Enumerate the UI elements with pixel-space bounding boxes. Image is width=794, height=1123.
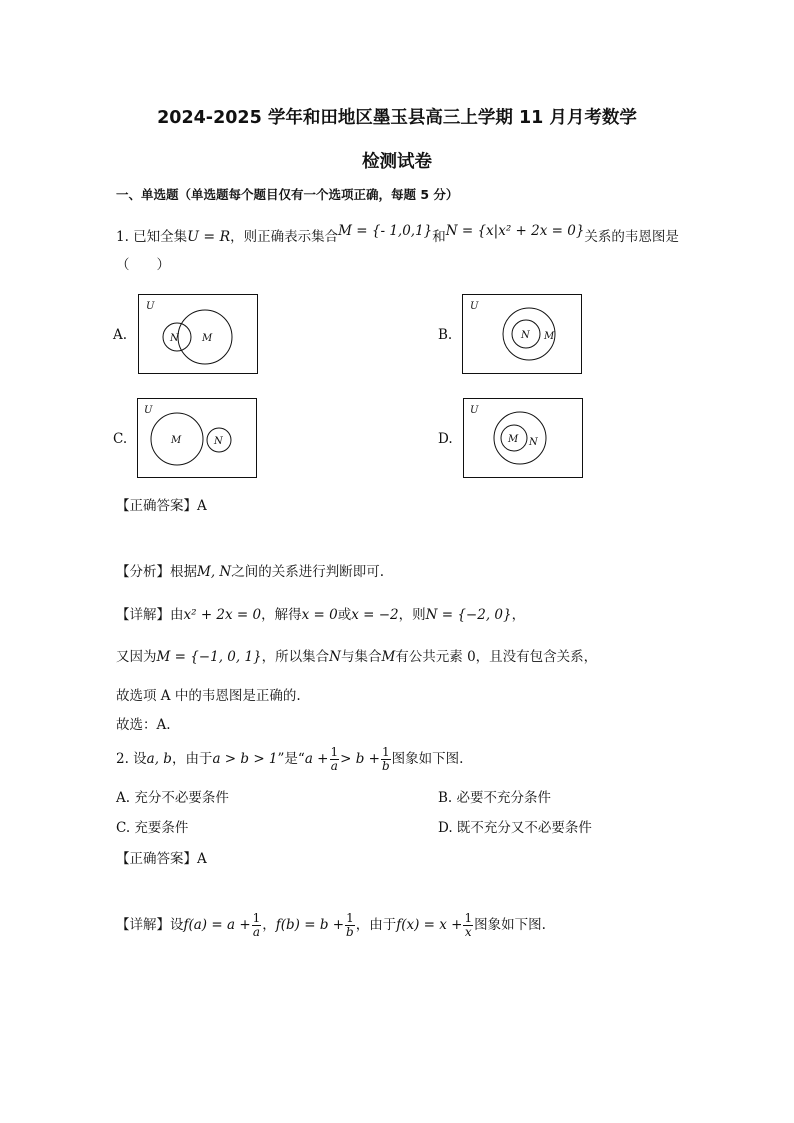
q2-mid2: ”是“: [277, 751, 305, 767]
q1-detail-end: ，: [511, 607, 526, 623]
q2-detail-frac-x: [463, 912, 473, 939]
q1-detail-mid2: ，则: [398, 607, 426, 623]
q1-option-d-label: D.: [438, 431, 453, 447]
q2-option-a: A. 充分不必要条件: [116, 790, 229, 806]
venn-d-n-label: N: [529, 437, 538, 448]
venn-diagram-a: [138, 294, 258, 374]
q2-vars: a, b: [146, 751, 172, 767]
q2-frac-b-den: b: [381, 759, 390, 773]
q2-detail-frac-b-den: b: [346, 925, 354, 939]
venn-diagram-c: [137, 398, 257, 478]
q2-fraction-b: [381, 746, 391, 773]
q2-detail-suffix: 图象如下图.: [474, 917, 546, 933]
q1-set-m: M = {- 1,0,1}: [338, 223, 433, 239]
q1-detail-eq4: N = {−2, 0}: [425, 607, 512, 623]
venn-a-n-label: N: [170, 333, 179, 344]
q2-mid: ，由于: [171, 751, 213, 767]
venn-b-m-label: M: [544, 331, 555, 342]
q1-conclusion: 故选：A.: [116, 717, 171, 733]
q2-detail-frac-b-num: 1: [346, 911, 354, 925]
q1-line2-suffix: 有公共元素 0，且没有包含关系，: [395, 649, 598, 665]
q2-expr-b: > b +: [340, 751, 380, 767]
q2-detail-frac-a-num: 1: [252, 911, 261, 925]
q2-stem: [116, 744, 463, 774]
q1-line2-prefix: 又因为: [116, 649, 157, 665]
venn-d-m-label: M: [508, 434, 519, 445]
q2-fraction-a: [330, 746, 340, 773]
q1-and: 和: [432, 229, 446, 245]
paper-title-line2: 检测试卷: [362, 152, 432, 172]
q1-detail: [116, 606, 525, 624]
q1-analysis: [116, 563, 384, 581]
paper-title-line1: 2024-2025 学年和田地区墨玉县高三上学期 11 月月考数学: [157, 108, 637, 128]
q2-detail-frac-b: [345, 912, 355, 939]
q1-detail-eq1: x² + 2x = 0: [183, 607, 262, 623]
q1-detail-or: 或: [337, 607, 352, 623]
q2-option-b: B. 必要不充分条件: [438, 790, 552, 806]
q1-answer: 【正确答案】A: [116, 498, 207, 514]
q2-detail: [116, 910, 546, 940]
q2-expr-a: a +: [304, 751, 329, 767]
q1-analysis-prefix: 【分析】根据: [116, 564, 197, 580]
venn-a-u-label: U: [146, 301, 155, 312]
venn-c-n-label: N: [214, 436, 223, 447]
q1-blank: （ ）: [116, 257, 170, 273]
q1-stem: [116, 223, 679, 246]
q2-option-c: C. 充要条件: [116, 820, 189, 836]
q2-detail-frac-x-den: x: [464, 925, 472, 939]
section-heading: 一、单选题（单选题每个题目仅有一个选项正确，每题 5 分）: [116, 187, 459, 202]
q1-line2-mid1: ，所以集合: [261, 649, 330, 665]
venn-d-u-label: U: [470, 405, 479, 416]
q2-prefix: 2. 设: [116, 751, 147, 767]
q2-frac-a-num: 1: [330, 745, 339, 759]
q2-answer: 【正确答案】A: [116, 851, 207, 867]
q1-detail-prefix: 【详解】由: [116, 607, 184, 623]
venn-b-n-label: N: [521, 330, 530, 341]
q2-detail-mid: ，由于: [355, 917, 397, 933]
q1-set-n: N = {x|x² + 2x = 0}: [445, 223, 585, 239]
q2-detail-fx: f(x) = x +: [396, 917, 463, 933]
venn-b-u-label: U: [470, 301, 479, 312]
q1-detail-line2: [116, 648, 597, 666]
q1-detail-eq2: x = 0: [301, 607, 338, 623]
q2-condition1: a > b > 1: [212, 751, 278, 767]
q1-detail-mid1: ，解得: [261, 607, 302, 623]
q1-detail-eq3: x = −2: [351, 607, 399, 623]
q1-option-c-label: C.: [113, 431, 128, 447]
q2-detail-fa: f(a) = a +: [183, 917, 251, 933]
q1-line2-n: N: [329, 649, 341, 665]
q1-mid: ，则正确表示集合: [230, 229, 339, 245]
q1-line2-eq: M = {−1, 0, 1}: [156, 649, 262, 665]
venn-diagram-b: [462, 294, 582, 374]
q1-option-a-label: A.: [113, 327, 128, 343]
q2-option-d: D. 既不充分又不必要条件: [438, 820, 592, 836]
venn-c-u-label: U: [144, 405, 153, 416]
venn-diagram-d: [463, 398, 583, 478]
q1-analysis-vars: M, N: [197, 564, 232, 580]
q2-detail-frac-a: [252, 912, 262, 939]
q2-detail-frac-a-den: a: [252, 925, 261, 939]
q1-detail-line3: 故选项 A 中的韦恩图是正确的.: [116, 688, 301, 704]
q2-frac-a-den: a: [330, 759, 338, 773]
venn-a-m-label: M: [202, 333, 213, 344]
q1-line2-mid2: 与集合: [340, 649, 382, 665]
q2-detail-comma: ，: [262, 917, 276, 933]
q1-option-b-label: B.: [438, 327, 453, 343]
q2-detail-frac-x-num: 1: [464, 911, 473, 925]
q2-suffix: 图象如下图.: [391, 751, 464, 767]
venn-c-m-label: M: [171, 435, 182, 446]
q2-detail-fb: f(b) = b +: [275, 917, 345, 933]
q1-universal-set: U = R: [187, 229, 231, 245]
q1-prefix: 1. 已知全集: [116, 229, 188, 245]
q2-detail-prefix: 【详解】设: [116, 917, 184, 933]
q2-frac-b-num: 1: [382, 745, 390, 759]
q1-suffix: 关系的韦恩图是: [584, 229, 679, 245]
q1-line2-m: M: [381, 649, 396, 665]
q1-analysis-suffix: 之间的关系进行判断即可.: [231, 564, 385, 580]
